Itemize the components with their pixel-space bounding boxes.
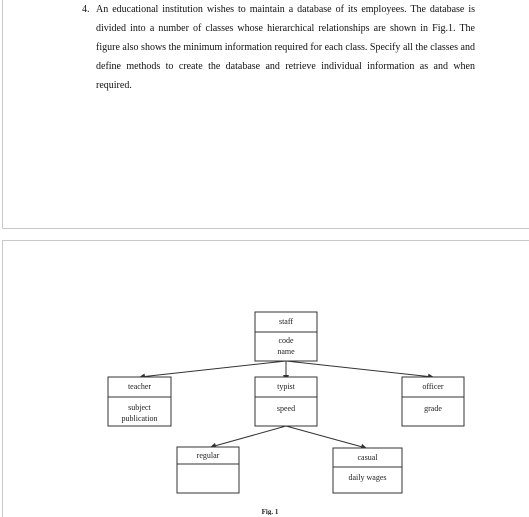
arrow-typist-regular: [211, 426, 286, 447]
class-box-officer: [402, 377, 464, 426]
figure-caption: Fig. 1: [261, 508, 279, 515]
staff-attr-name: name: [277, 347, 295, 356]
question-text: An educational institution wishes to maintain a database of its employees. The database is divided into a number of classes whose hierarchical relationships are shown in Fig.1. The figure also shows the minimum information required for each class. Specify all the classes and define methods to create the database and retrieve individual information as and when required.: [96, 4, 475, 91]
officer-attr-grade: grade: [424, 404, 442, 413]
class-box-regular: [177, 447, 239, 493]
officer-name: officer: [422, 382, 444, 391]
typist-attr-speed: speed: [276, 404, 296, 413]
casual-name: casual: [357, 453, 378, 462]
staff-attr-code: code: [278, 336, 294, 345]
teacher-attr-publication: publication: [121, 414, 158, 423]
regular-name: regular: [196, 451, 220, 460]
casual-attr-daily-wages: daily wages: [348, 473, 387, 482]
question-number: 4.: [82, 4, 90, 15]
arrow-typist-casual: [286, 426, 366, 448]
arrow-staff-officer: [286, 361, 433, 377]
teacher-name: teacher: [127, 382, 152, 391]
class-box-typist: [255, 377, 317, 426]
typist-name: typist: [277, 382, 295, 391]
class-box-staff: [255, 312, 317, 361]
teacher-attr-subject: subject: [128, 403, 151, 412]
class-box-teacher: [108, 377, 171, 426]
arrow-staff-teacher: [140, 361, 286, 377]
class-box-casual: [333, 448, 402, 493]
staff-name: staff: [278, 317, 294, 326]
